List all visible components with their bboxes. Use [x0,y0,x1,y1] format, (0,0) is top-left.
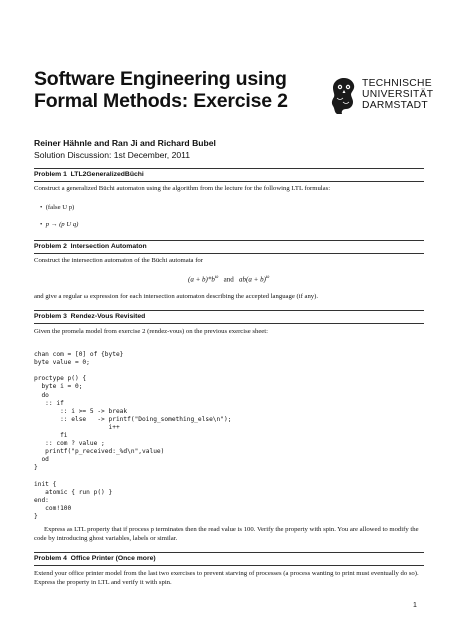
code-line: com!100 [34,504,72,512]
code-line: atomic { run p() } [34,488,113,496]
problem-1-label: Problem 1 [34,171,67,178]
problem-4-text: Extend your office printer model from the last two exercises to prevent starving of processes (a process wanting to print must eventually do so). Express the property in LTL and verify it with spin. [34,570,419,587]
code-line: :: else -> printf("Doing_something_else\n"); [34,415,232,423]
problem-3-text-2: Express as LTL property that if process p terminates then the read value is 100. Verify the property with spin. You are allowed to modify the code by introducing ghost variables, labels or similar. [34,526,419,543]
problem-2-text: Construct the intersection automaton of the Büchi automata for [34,257,203,264]
divider [34,323,424,324]
problem-4-heading: Problem 4 Office Printer (Once more) [34,555,156,562]
divider [34,552,424,553]
athene-logo-icon [328,76,358,116]
code-line: end: [34,496,49,504]
code-line: od [34,456,49,464]
code-line: fi [34,432,68,440]
page-title [34,68,314,112]
code-listing [34,343,231,529]
code-line: i++ [34,423,120,431]
code-line: :: i >= 5 -> break [34,407,128,415]
discussion-date: Solution Discussion: 1st December, 2011 [34,150,191,160]
title-line-1: Software Engineering using [34,68,287,90]
university-name-line-1: TECHNISCHE [362,78,432,89]
university-logo [328,76,448,116]
page-number: 1 [413,602,417,609]
code-line: byte i = 0; [34,383,83,391]
code-line: } [34,464,38,472]
code-line: :: if [34,399,64,407]
problem-3-heading: Problem 3 Rendez-Vous Revisited [34,313,146,320]
divider [34,240,424,241]
problem-3-text: Given the promela model from exercise 2 (rendez-vous) on the previous exercise sheet: [34,328,268,335]
title-line-2: Formal Methods: Exercise 2 [34,90,288,112]
problem-1-text: Construct a generalized Büchi automaton using the algorithm from the lecture for the following LTL formulas: [34,185,331,192]
problem-1-heading [34,171,144,178]
code-line: init { [34,480,57,488]
authors: Reiner Hähnle and Ran Ji and Richard Bubel [34,138,216,148]
divider [34,253,424,254]
code-line [34,473,231,481]
problem-2-formula: $(a + b)*b^\omega$ and $ab(a + b)^\omega$ [188,275,270,284]
problem-2-heading: Problem 2 Intersection Automaton [34,243,147,250]
code-line: chan com = [0] of {byte} [34,351,124,359]
university-name-line-2: UNIVERSITÄT [362,89,434,100]
university-name-line-3: DARMSTADT [362,100,429,111]
code-line: :: com ? value ; [34,440,105,448]
code-line: } [34,512,38,520]
divider [34,310,424,311]
problem-1-formula-2: • p → (p U q) [40,221,79,228]
divider [34,168,424,169]
code-line: proctype p() { [34,375,87,383]
problem-1-title: LTL2GeneralizedBüchi [70,171,144,178]
divider [34,565,424,566]
code-line [34,367,231,375]
problem-2-text-2: and give a regular ω expression for each intersection automaton describing the accepted language (if any). [34,293,319,300]
code-line: printf("p_received:_%d\n",value) [34,448,165,456]
problem-1-formula-1: • (false U p) [40,204,75,211]
divider [34,181,424,182]
code-line: byte value = 0; [34,359,90,367]
code-line: do [34,391,49,399]
